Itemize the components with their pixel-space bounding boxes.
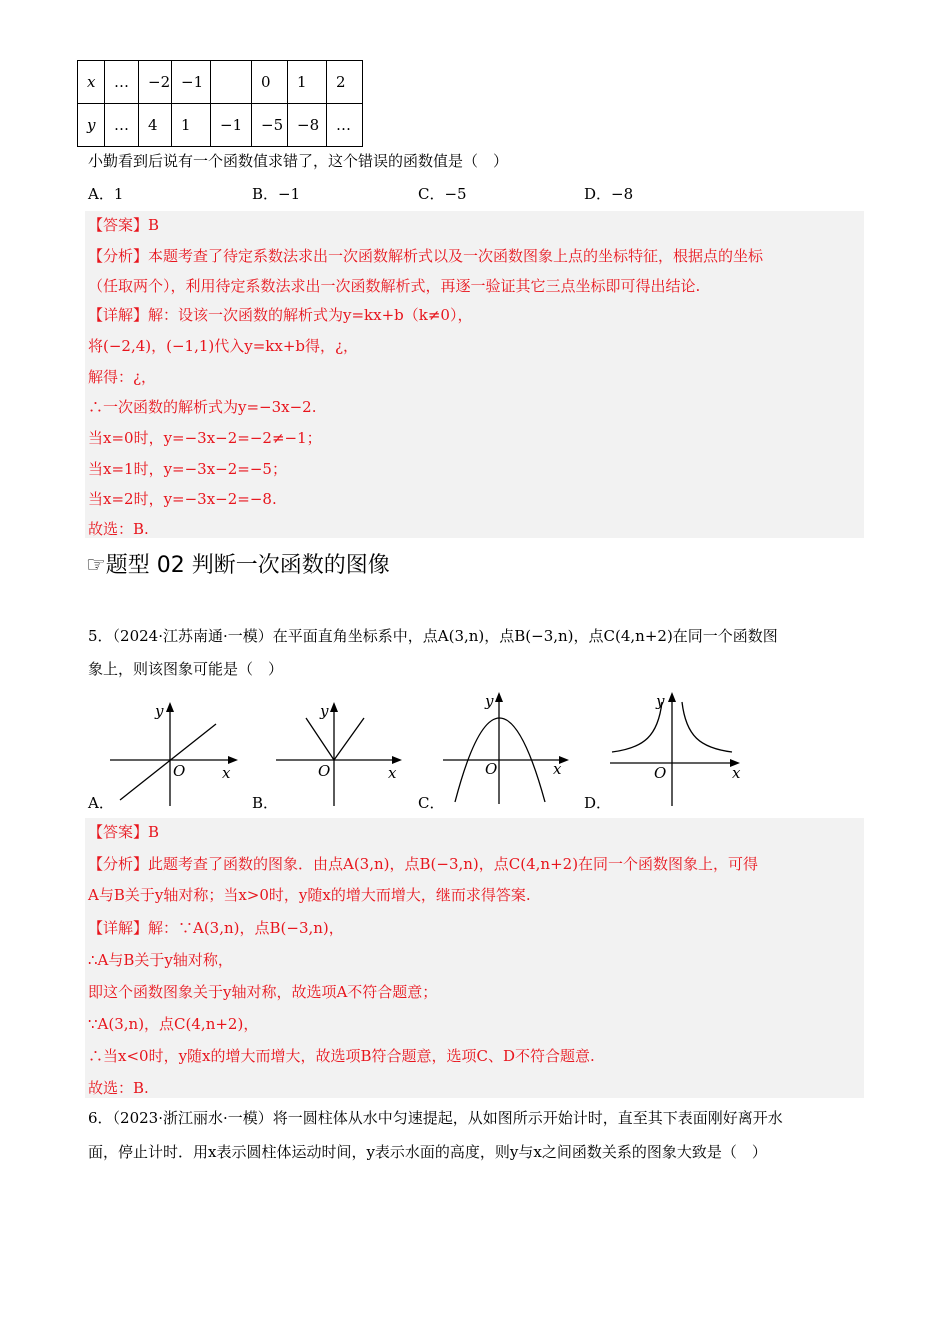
table-cell: 4	[139, 104, 172, 147]
q6-line-1: 6．（2023·浙江丽水·一模）将一圆柱体从水中匀速提起，从如图所示开始计时，直至其下表面刚好离开水	[88, 1109, 783, 1127]
q5-option-d: D．	[584, 794, 612, 812]
x-axis-label: x	[732, 764, 741, 782]
table-row-x	[78, 61, 363, 104]
analysis-line: 【分析】本题考查了待定系数法求出一次函数解析式以及一次函数图象上点的坐标特征，根据点的坐标	[88, 247, 764, 265]
value-table	[77, 60, 363, 147]
table-cell: −8	[288, 104, 327, 147]
q4-option-b: B．−1	[252, 185, 301, 203]
detail-line: 当x=2时，y=−3x−2=−8.	[88, 490, 277, 508]
section-title: 题型 02 判断一次函数的图像	[105, 553, 390, 578]
detail-line: ∴A与B关于y轴对称，	[88, 951, 233, 969]
table-cell: −1	[172, 61, 211, 104]
y-axis-label: y	[155, 702, 164, 720]
detail-line: 将(−2,4)，(−1,1)代入y=kx+b得，¿，	[88, 337, 359, 355]
q4-answer-box	[85, 211, 864, 538]
table-cell: 2	[327, 61, 363, 104]
table-cell: y	[78, 104, 105, 147]
q5-line-2: 象上，则该图象可能是（ ）	[88, 660, 284, 678]
origin-label: O	[173, 762, 186, 780]
origin-label: O	[318, 762, 331, 780]
q5-option-c: C．	[418, 794, 445, 812]
table-cell: 1	[172, 104, 211, 147]
q6-line-2: 面，停止计时．用x表示圆柱体运动时间，y表示水面的高度，则y与x之间函数关系的图象大致是（ ）	[88, 1143, 767, 1161]
detail-line: ∴当x<0时，y随x的增大而增大，故选项B符合题意，选项C、D不符合题意.	[88, 1047, 595, 1065]
table-cell: 1	[288, 61, 327, 104]
graph-c	[443, 690, 573, 810]
table-cell: 0	[252, 61, 288, 104]
x-axis-label: x	[388, 764, 397, 782]
q4-option-d: D．−8	[584, 185, 634, 203]
q4-option-a: A．1	[88, 185, 124, 203]
table-row-y	[78, 104, 363, 147]
y-axis-label: y	[656, 692, 665, 710]
q5-option-b: B．	[252, 794, 279, 812]
table-cell: …	[105, 104, 139, 147]
y-axis-label: y	[320, 702, 329, 720]
origin-label: O	[485, 760, 498, 778]
detail-line: ∵A(3,n)，点C(4,n+2)，	[88, 1015, 259, 1033]
graph-b	[276, 700, 406, 810]
detail-line: 当x=1时，y=−3x−2=−5；	[88, 460, 287, 478]
table-cell: …	[327, 104, 363, 147]
table-cell: x	[78, 61, 105, 104]
analysis-line: A与B关于y轴对称；当x>0时，y随x的增大而增大，继而求得答案.	[88, 886, 531, 904]
y-axis-label: y	[485, 692, 494, 710]
detail-line: 【详解】解：设该一次函数的解析式为y=kx+b（k≠0），	[88, 306, 473, 324]
origin-label: O	[654, 764, 667, 782]
q5-line-1: 5．（2024·江苏南通·一模）在平面直角坐标系中，点A(3,n)，点B(−3,n)，点C(4,n+2)在同一个函数图	[88, 627, 778, 645]
q5-answer-box	[85, 818, 864, 1098]
pointing-hand-icon: ☞	[86, 553, 106, 578]
x-axis-label: x	[553, 760, 562, 778]
table-cell	[211, 61, 252, 104]
table-cell: …	[105, 61, 139, 104]
table-cell: −2	[139, 61, 172, 104]
detail-line: ∴一次函数的解析式为y=−3x−2.	[88, 398, 317, 416]
detail-line: 即这个函数图象关于y轴对称，故选项A不符合题意；	[88, 983, 438, 1001]
analysis-line: （任取两个），利用待定系数法求出一次函数解析式，再逐一验证其它三点坐标即可得出结论.	[88, 277, 701, 295]
conclusion-line: 故选：B.	[88, 1079, 149, 1097]
table-cell: −1	[211, 104, 252, 147]
section-heading	[86, 548, 390, 579]
graph-d	[610, 690, 750, 810]
q4-option-c: C．−5	[418, 185, 467, 203]
detail-line: 解得：¿，	[88, 368, 157, 386]
conclusion-line: 故选：B.	[88, 520, 149, 538]
table-cell: −5	[252, 104, 288, 147]
answer-label: 【答案】B	[88, 216, 160, 234]
graph-a	[110, 700, 240, 810]
answer-label: 【答案】B	[88, 823, 160, 841]
detail-line: 当x=0时，y=−3x−2=−2≠−1；	[88, 429, 322, 447]
x-axis-label: x	[222, 764, 231, 782]
analysis-line: 【分析】此题考查了函数的图象．由点A(3,n)，点B(−3,n)，点C(4,n+2)在同一个函数图象上，可得	[88, 855, 759, 873]
q4-text: 小勤看到后说有一个函数值求错了，这个错误的函数值是（ ）	[88, 152, 509, 170]
q5-option-a: A．	[88, 794, 114, 812]
detail-line: 【详解】解：∵A(3,n)，点B(−3,n)，	[88, 919, 344, 937]
